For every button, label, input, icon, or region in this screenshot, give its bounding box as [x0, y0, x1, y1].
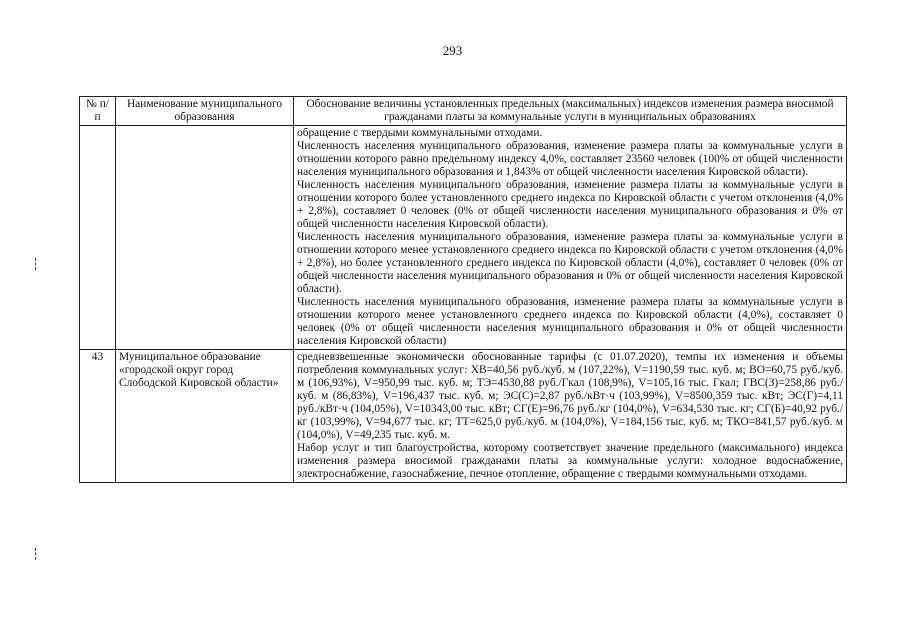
justification-cell	[294, 350, 847, 483]
page-number: 293	[442, 43, 463, 58]
margin-mark	[35, 258, 37, 270]
row-number	[80, 126, 116, 350]
justification-cell	[294, 126, 847, 350]
justification-paragraph: Набор услуг и тип благоустройства, которому соответствует значение предельного (максимального) индекса изменения размера вносимой гражданами платы за коммунальные услуги: холодное водоснабжение, электроснабжение, газоснабжение, печное отопление, обращение с твердыми коммунальными отходами.	[297, 442, 843, 480]
table-row	[80, 126, 847, 350]
justification-paragraph: Численность населения муниципального образования, изменение размера платы за коммунальные услуги в отношении которого равно предельному индексу 4,0%, составляет 23560 человек (100% от общей численности населения муниципального образования и 1,843% от общей численности населения Кировской области).	[297, 140, 843, 178]
table-row	[80, 350, 847, 483]
row-number: 43	[80, 350, 116, 483]
municipality-name: Муниципальное образование «городской округ город Слободской Кировской области»	[116, 350, 294, 483]
municipality-name	[116, 126, 294, 350]
justification-paragraph: обращение с твердыми коммунальными отходами.	[297, 127, 543, 139]
justification-paragraph: средневзвешенные экономически обоснованные тарифы (с 01.07.2020), темпы их изменения и объемы потребления коммунальных услуг: ХВ=40,56 руб./куб. м (107,22%), V=1190,59 тыс. куб. м; ВО=60,75 руб./куб. м (106,93%), V=950,99 тыс. куб. м; ТЭ=4530,88 руб./Гкал (108,9%), V=105,16 тыс. Гкал; ГВС(З)=258,86 руб./куб. м (86,83%), V=196,437 тыс. куб. м; ЭС(С)=2,87 руб./кВт·ч (103,99%), V=8500,359 тыс. кВт; ЭС(Г)=4,11 руб./кВт·ч (104,05%), V=10343,00 тыс. кВт; СГ(Е)=96,76 руб./кг (104,0%), V=634,530 тыс. кг; СГ(Б)=40,92 руб./кг (103,99%), V=94,677 тыс. кг; ТТ=625,0 руб./куб. м (104,0%), V=184,156 тыс. куб. м; ТКО=841,57 руб./куб. м (104,0%), V=49,235 тыс. куб. м.	[297, 351, 843, 441]
justification-paragraph: Численность населения муниципального образования, изменение размера платы за коммунальные услуги в отношении которого менее установленного среднего индекса по Кировской области (4,0%), составляет 0 человек (0% от общей численности населения муниципального образования и 0% от общей численности населения Кировской области)	[297, 296, 843, 347]
justification-paragraph: Численность населения муниципального образования, изменение размера платы за коммунальные услуги в отношении которого менее установленного среднего индекса по Кировской области с учетом отклонения (4,0% + 2,8%), но более установленного среднего индекса по Кировской области (4,0%), составляет 0 человек (0% от общей численности населения муниципального образования и 0% от общей численности населения Кировской области).	[297, 231, 843, 295]
justification-table	[79, 96, 847, 483]
header-municipality: Наименование муниципального образования	[116, 97, 294, 126]
margin-mark	[35, 548, 37, 560]
header-justification: Обоснование величины установленных предельных (максимальных) индексов изменения размера вносимой гражданами платы за коммунальные услуги в муниципальных образованиях	[294, 97, 847, 126]
table-header-row	[80, 97, 847, 126]
header-number: № п/п	[80, 97, 116, 126]
justification-paragraph: Численность населения муниципального образования, изменение размера платы за коммунальные услуги в отношении которого более установленного среднего индекса по Кировской области с учетом отклонения (4,0% + 2,8%), составляет 0 человек (0% от общей численности населения муниципального образования и 0% от общей численности населения Кировской области).	[297, 179, 843, 230]
